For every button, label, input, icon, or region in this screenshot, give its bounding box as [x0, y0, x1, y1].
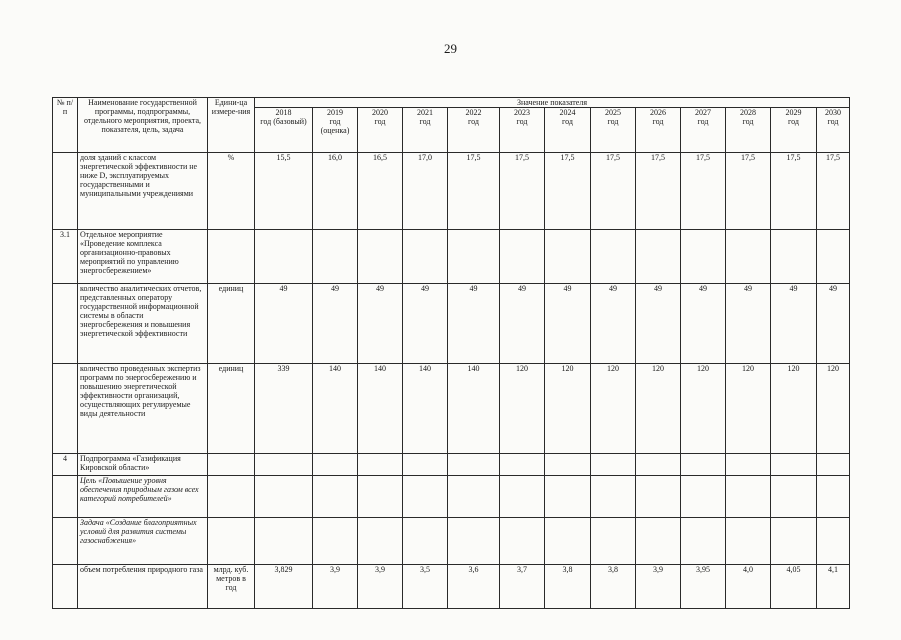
header-year-2019: [313, 108, 358, 153]
row-value-2019: 49: [313, 284, 358, 364]
row-value-2021: 3,5: [403, 565, 448, 609]
row-value-2018: 3,829: [255, 565, 313, 609]
row-value-2026: [636, 454, 681, 476]
row-value-2029: [771, 230, 817, 284]
table-row: [53, 518, 850, 565]
row-unit: [208, 518, 255, 565]
header-year-number: 2029: [785, 108, 802, 117]
row-name: объем потребления природного газа: [78, 565, 208, 609]
header-year-sub: год: [562, 117, 573, 126]
row-unit: [208, 230, 255, 284]
row-value-2026: 17,5: [636, 153, 681, 230]
row-value-2021: 49: [403, 284, 448, 364]
header-year-2030: [817, 108, 850, 153]
row-num: 3.1: [53, 230, 78, 284]
row-num: [53, 476, 78, 518]
row-value-2025: 120: [591, 364, 636, 454]
row-value-2022: 49: [448, 284, 500, 364]
row-value-2028: 49: [726, 284, 771, 364]
row-value-2022: [448, 518, 500, 565]
row-value-2023: [500, 476, 545, 518]
header-year-sub: год: [516, 117, 528, 126]
row-num: [53, 565, 78, 609]
row-name: Задача «Создание благоприятных условий для развития системы газоснабжения»: [78, 518, 208, 565]
row-num: 4: [53, 454, 78, 476]
row-value-2019: [313, 230, 358, 284]
row-value-2024: 120: [545, 364, 591, 454]
row-num: [53, 153, 78, 230]
row-value-2030: 17,5: [817, 153, 850, 230]
header-year-number: 2020: [372, 108, 388, 117]
row-value-2028: 17,5: [726, 153, 771, 230]
row-value-2019: 16,0: [313, 153, 358, 230]
row-value-2021: [403, 518, 448, 565]
row-value-2018: [255, 476, 313, 518]
header-year-2018: [255, 108, 313, 153]
row-value-2019: [313, 518, 358, 565]
header-year-2023: [500, 108, 545, 153]
row-value-2022: 3,6: [448, 565, 500, 609]
header-year-sub: год: [468, 117, 479, 126]
header-num: № п/п: [53, 98, 78, 153]
header-year-number: 2027: [695, 108, 711, 117]
row-value-2028: [726, 454, 771, 476]
row-value-2029: 4,05: [771, 565, 817, 609]
row-value-2026: [636, 518, 681, 565]
row-value-2030: 120: [817, 364, 850, 454]
header-year-sub: год (оценка): [320, 117, 350, 135]
header-year-2025: [591, 108, 636, 153]
row-value-2028: 120: [726, 364, 771, 454]
header-year-sub: год: [697, 117, 709, 126]
header-year-sub: год: [419, 117, 431, 126]
indicator-table: [52, 97, 850, 609]
row-unit: [208, 454, 255, 476]
row-value-2024: 49: [545, 284, 591, 364]
header-year-2029: [771, 108, 817, 153]
row-value-2030: [817, 476, 850, 518]
page-number: 29: [444, 41, 457, 56]
row-value-2023: 49: [500, 284, 545, 364]
row-value-2028: [726, 518, 771, 565]
row-value-2025: 3,8: [591, 565, 636, 609]
table-row: [53, 153, 850, 230]
row-value-2029: 17,5: [771, 153, 817, 230]
row-value-2030: [817, 230, 850, 284]
header-year-2021: [403, 108, 448, 153]
row-value-2021: 17,0: [403, 153, 448, 230]
row-value-2023: 17,5: [500, 153, 545, 230]
row-value-2020: 140: [358, 364, 403, 454]
header-year-number: 2019: [327, 108, 343, 117]
row-value-2022: [448, 476, 500, 518]
row-value-2029: 120: [771, 364, 817, 454]
row-value-2022: 140: [448, 364, 500, 454]
row-value-2025: [591, 454, 636, 476]
row-value-2030: [817, 454, 850, 476]
header-year-2028: [726, 108, 771, 153]
header-name: Наименование государственной программы, подпрограммы, отдельного мероприятия, проекта, показателя, цель, задача: [78, 98, 208, 153]
row-value-2021: [403, 476, 448, 518]
row-name: количество проведенных экспертиз программ по энергосбережению и повышению энергетической эффективности организаций, осуществляющих регулируемые виды деятельности: [78, 364, 208, 454]
row-value-2029: 49: [771, 284, 817, 364]
row-unit: %: [208, 153, 255, 230]
header-year-number: 2024: [559, 108, 576, 117]
row-value-2030: [817, 518, 850, 565]
row-value-2020: [358, 476, 403, 518]
row-value-2024: [545, 230, 591, 284]
row-value-2027: [681, 476, 726, 518]
row-value-2026: 49: [636, 284, 681, 364]
header-year-sub: год: [788, 117, 799, 126]
table-row: [53, 476, 850, 518]
row-value-2026: 3,9: [636, 565, 681, 609]
header-year-number: 2030: [825, 108, 841, 117]
row-value-2028: 4,0: [726, 565, 771, 609]
row-value-2029: [771, 454, 817, 476]
row-value-2027: [681, 518, 726, 565]
header-year-sub: год: [652, 117, 664, 126]
row-value-2020: 3,9: [358, 565, 403, 609]
header-year-2022: [448, 108, 500, 153]
header-year-sub: год: [607, 117, 619, 126]
row-unit: единиц: [208, 364, 255, 454]
header-year-sub: год (базовый): [260, 117, 307, 126]
row-value-2026: [636, 476, 681, 518]
row-num: [53, 518, 78, 565]
row-value-2021: 140: [403, 364, 448, 454]
row-name: Подпрограмма «Газификация Кировской области»: [78, 454, 208, 476]
row-value-2022: 17,5: [448, 153, 500, 230]
row-value-2025: [591, 518, 636, 565]
row-value-2023: 120: [500, 364, 545, 454]
row-value-2025: [591, 476, 636, 518]
row-value-2023: [500, 230, 545, 284]
header-year-2027: [681, 108, 726, 153]
row-value-2027: 3,95: [681, 565, 726, 609]
row-value-2029: [771, 518, 817, 565]
header-year-sub: год: [374, 117, 386, 126]
header-year-number: 2022: [465, 108, 482, 117]
header-year-sub: год: [827, 117, 839, 126]
row-value-2026: 120: [636, 364, 681, 454]
row-value-2025: 17,5: [591, 153, 636, 230]
row-value-2018: 49: [255, 284, 313, 364]
row-value-2024: [545, 518, 591, 565]
table-row: [53, 565, 850, 609]
row-value-2024: [545, 476, 591, 518]
row-value-2020: 49: [358, 284, 403, 364]
row-value-2024: [545, 454, 591, 476]
row-value-2029: [771, 476, 817, 518]
row-value-2019: 140: [313, 364, 358, 454]
row-value-2020: [358, 230, 403, 284]
row-value-2023: 3,7: [500, 565, 545, 609]
row-value-2027: 49: [681, 284, 726, 364]
row-num: [53, 364, 78, 454]
row-value-2026: [636, 230, 681, 284]
table-row: [53, 284, 850, 364]
row-value-2020: [358, 518, 403, 565]
row-value-2019: [313, 476, 358, 518]
row-unit: [208, 476, 255, 518]
row-value-2025: 49: [591, 284, 636, 364]
row-value-2021: [403, 454, 448, 476]
row-unit: единиц: [208, 284, 255, 364]
row-value-2019: [313, 454, 358, 476]
row-value-2025: [591, 230, 636, 284]
header-year-2024: [545, 108, 591, 153]
header-values-title: Значение показателя: [255, 98, 850, 108]
row-value-2022: [448, 454, 500, 476]
header-year-number: 2023: [514, 108, 530, 117]
row-value-2018: [255, 454, 313, 476]
row-value-2027: [681, 230, 726, 284]
row-value-2018: [255, 518, 313, 565]
header-year-2020: [358, 108, 403, 153]
row-value-2024: 17,5: [545, 153, 591, 230]
row-num: [53, 284, 78, 364]
row-value-2021: [403, 230, 448, 284]
row-value-2027: 120: [681, 364, 726, 454]
header-unit: Едини-ца измере-ния: [208, 98, 255, 153]
row-name: доля зданий с классом энергетической эффективности не ниже D, эксплуатируемых государственными и муниципальными учреждениями: [78, 153, 208, 230]
header-year-number: 2028: [740, 108, 756, 117]
header-year-number: 2026: [650, 108, 666, 117]
row-value-2028: [726, 230, 771, 284]
row-value-2030: 4,1: [817, 565, 850, 609]
row-value-2024: 3,8: [545, 565, 591, 609]
row-value-2018: 15,5: [255, 153, 313, 230]
header-year-number: 2021: [417, 108, 433, 117]
header-year-sub: год: [742, 117, 754, 126]
row-value-2027: [681, 454, 726, 476]
row-value-2020: 16,5: [358, 153, 403, 230]
row-unit: млрд. куб. метров в год: [208, 565, 255, 609]
header-year-2026: [636, 108, 681, 153]
row-value-2018: 339: [255, 364, 313, 454]
row-value-2030: 49: [817, 284, 850, 364]
row-value-2023: [500, 518, 545, 565]
row-value-2018: [255, 230, 313, 284]
row-value-2027: 17,5: [681, 153, 726, 230]
row-value-2020: [358, 454, 403, 476]
row-name: Отдельное мероприятие «Проведение комплекса организационно-правовых мероприятий по управлению энергосбережением»: [78, 230, 208, 284]
table-row: [53, 364, 850, 454]
table-row: [53, 454, 850, 476]
header-year-number: 2018: [275, 108, 292, 117]
row-name: количество аналитических отчетов, представленных оператору государственной информационной системы в области энергосбережения и повышения энергетической эффективности: [78, 284, 208, 364]
row-value-2028: [726, 476, 771, 518]
row-value-2019: 3,9: [313, 565, 358, 609]
row-value-2023: [500, 454, 545, 476]
header-year-number: 2025: [605, 108, 621, 117]
row-value-2022: [448, 230, 500, 284]
table-row: [53, 230, 850, 284]
row-name: Цель «Повышение уровня обеспечения природным газом всех категорий потребителей»: [78, 476, 208, 518]
